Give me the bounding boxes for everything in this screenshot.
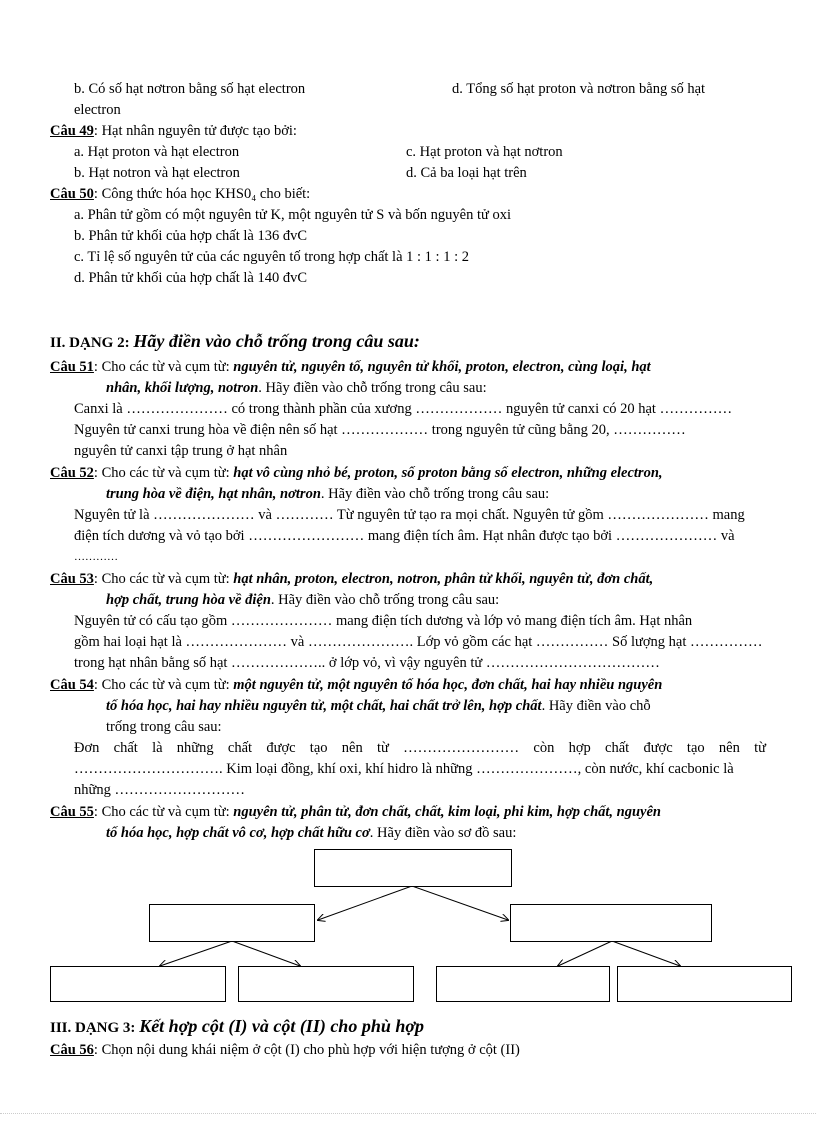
q51-words-2: nhân, khối lượng, notron	[106, 380, 259, 396]
q51-instruction: . Hãy điền vào chỗ trống trong câu sau:	[258, 380, 487, 396]
arrow-left-a	[160, 941, 232, 966]
q56-text: : Chọn nội dung khái niệm ở cột (I) cho phù hợp với hiện tượng ở cột (II)	[93, 1042, 520, 1058]
q50-option-b: b. Phân tử khối của hợp chất là 136 đvC	[74, 228, 307, 244]
q53-intro: : Cho các từ và cụm từ:	[93, 571, 234, 587]
q49-option-c: c. Hạt proton và hạt nơtron	[406, 144, 563, 160]
q52-intro: : Cho các từ và cụm từ:	[93, 465, 234, 481]
q54-words-1: một nguyên tử, một nguyên tố hóa học, đơn chất, hai hay nhiều nguyên	[233, 677, 663, 693]
q48-option-b: b. Có số hạt nơtron bằng số hạt electron	[74, 81, 306, 97]
q49-option-a: a. Hạt proton và hạt electron	[74, 144, 240, 160]
q51-label: Câu 51	[50, 359, 94, 375]
q54-words-2: tố hóa học, hai hay nhiều nguyên tử, một chất, hai chất trở lên, hợp chất	[106, 698, 542, 714]
q52-line-1: Nguyên tử là ………………… và ………… Từ nguyên tử tạo ra mọi chất. Nguyên tử gồm ………………… mang	[74, 507, 745, 523]
q54-line-2: Đơn chất là những chất được tạo nên từ …………………… còn hợp chất được tạo nên từ	[74, 740, 766, 756]
arrow-root-left	[318, 886, 412, 920]
q49-option-d: d. Cả ba loại hạt trên	[406, 165, 527, 181]
q55-intro: : Cho các từ và cụm từ:	[93, 804, 234, 820]
page-bottom-dotted-rule	[0, 1113, 816, 1114]
q50-option-c: c. Tỉ lệ số nguyên tử của các nguyên tố trong hợp chất là 1 : 1 : 1 : 2	[74, 249, 469, 265]
q51-line-3: nguyên tử canxi tập trung ở hạt nhân	[74, 443, 288, 459]
q52-words-2: trung hòa về điện, hạt nhân, nơtron	[106, 486, 321, 502]
q52-label: Câu 52	[50, 465, 94, 481]
q55-words-2: tố hóa học, hợp chất vô cơ, hợp chất hữu cơ	[106, 825, 370, 841]
q49-text: : Hạt nhân nguyên tử được tạo bởi:	[93, 123, 297, 139]
q53-words-2: hợp chất, trung hòa về điện	[106, 592, 271, 608]
q54-label: Câu 54	[50, 677, 94, 693]
diagram-box-leaf-3[interactable]	[436, 966, 610, 1002]
q53-line-1: Nguyên tử có cấu tạo gồm ………………… mang điện tích dương và lớp vỏ mang điện tích âm. Hạt nhân	[74, 613, 693, 629]
q50-text: : Công thức hóa học KHS0₄ cho biết:	[93, 186, 311, 202]
q55-label: Câu 55	[50, 804, 94, 820]
diagram-box-leaf-4[interactable]	[617, 966, 792, 1002]
diagram-box-leaf-1[interactable]	[50, 966, 226, 1002]
section-3-heading	[50, 1016, 424, 1038]
q53-line-3: trong hạt nhân bằng số hạt ……………….. ở lớp vỏ, vì vậy nguyên tử ………………………………	[74, 655, 660, 671]
q54-instruction: . Hãy điền vào chỗ	[541, 698, 651, 714]
q55-words-1: nguyên tử, phân tử, đơn chất, chất, kim loại, phi kim, hợp chất, nguyên	[233, 804, 661, 820]
q52-line-3: …………	[74, 551, 118, 563]
q54-line-3: …………………………. Kim loại đồng, khí oxi, khí hidro là những …………………, còn nước, khí cacbonic là	[74, 761, 734, 777]
q56-stem	[50, 1040, 520, 1060]
diagram-box-level2-left[interactable]	[149, 904, 315, 942]
section-2-title: Hãy điền vào chỗ trống trong câu sau:	[133, 331, 420, 351]
q54-line-1: trống trong câu sau:	[106, 719, 222, 735]
q53-line-2: gồm hai loại hạt là ………………… và …………………. Lớp vỏ gồm các hạt …………… Số lượng hạt ……………	[74, 634, 763, 650]
q54-line-4: những ………………………	[74, 782, 245, 798]
arrow-root-right	[412, 886, 508, 920]
q50-option-d: d. Phân tử khối của hợp chất là 140 đvC	[74, 270, 307, 286]
q53-words-1: hạt nhân, proton, electron, notron, phân tử khối, nguyên tử, đơn chất,	[233, 571, 654, 587]
q54-intro: : Cho các từ và cụm từ:	[93, 677, 234, 693]
section-2-prefix: II. DẠNG 2:	[50, 335, 134, 351]
q51-intro: : Cho các từ và cụm từ:	[93, 359, 234, 375]
q55-instruction: . Hãy điền vào sơ đồ sau:	[369, 825, 517, 841]
diagram-box-leaf-2[interactable]	[238, 966, 414, 1002]
diagram-box-root[interactable]	[314, 849, 512, 887]
q50-label: Câu 50	[50, 186, 94, 202]
q48-option-d-cont: electron	[74, 102, 121, 118]
q50-option-a: a. Phân tử gồm có một nguyên tử K, một nguyên tử S và bốn nguyên tử oxi	[74, 207, 511, 223]
arrow-right-b	[612, 941, 680, 966]
arrow-left-b	[232, 941, 300, 966]
q49-option-b: b. Hạt notron và hạt electron	[74, 165, 240, 181]
section-3-prefix: III. DẠNG 3:	[50, 1020, 140, 1036]
q52-instruction: . Hãy điền vào chỗ trống trong câu sau:	[320, 486, 550, 502]
q49-label: Câu 49	[50, 123, 94, 139]
q56-label: Câu 56	[50, 1042, 94, 1058]
q52-line-2: điện tích dương và vỏ tạo bởi …………………… mang điện tích âm. Hạt nhân được tạo bởi ………………… và	[74, 528, 735, 544]
arrow-right-a	[558, 941, 612, 966]
q51-line-1: Canxi là ………………… có trong thành phần của xương ……………… nguyên tử canxi có 20 hạt ……………	[74, 401, 733, 417]
q48-option-d: d. Tổng số hạt proton và nơtron bằng số hạt	[452, 81, 706, 97]
section-3-title: Kết hợp cột (I) và cột (II) cho phù hợp	[139, 1016, 425, 1036]
q53-label: Câu 53	[50, 571, 94, 587]
q51-line-2: Nguyên tử canxi trung hòa về điện nên số hạt ……………… trong nguyên tử cũng bằng 20, ……………	[74, 422, 686, 438]
q51-words-1: nguyên tử, nguyên tố, nguyên tử khối, proton, electron, cùng loại, hạt	[233, 359, 651, 375]
q52-words-1: hạt vô cùng nhỏ bé, proton, số proton bằng số electron, những electron,	[233, 465, 663, 481]
diagram-box-level2-right[interactable]	[510, 904, 712, 942]
q53-instruction: . Hãy điền vào chỗ trống trong câu sau:	[270, 592, 500, 608]
